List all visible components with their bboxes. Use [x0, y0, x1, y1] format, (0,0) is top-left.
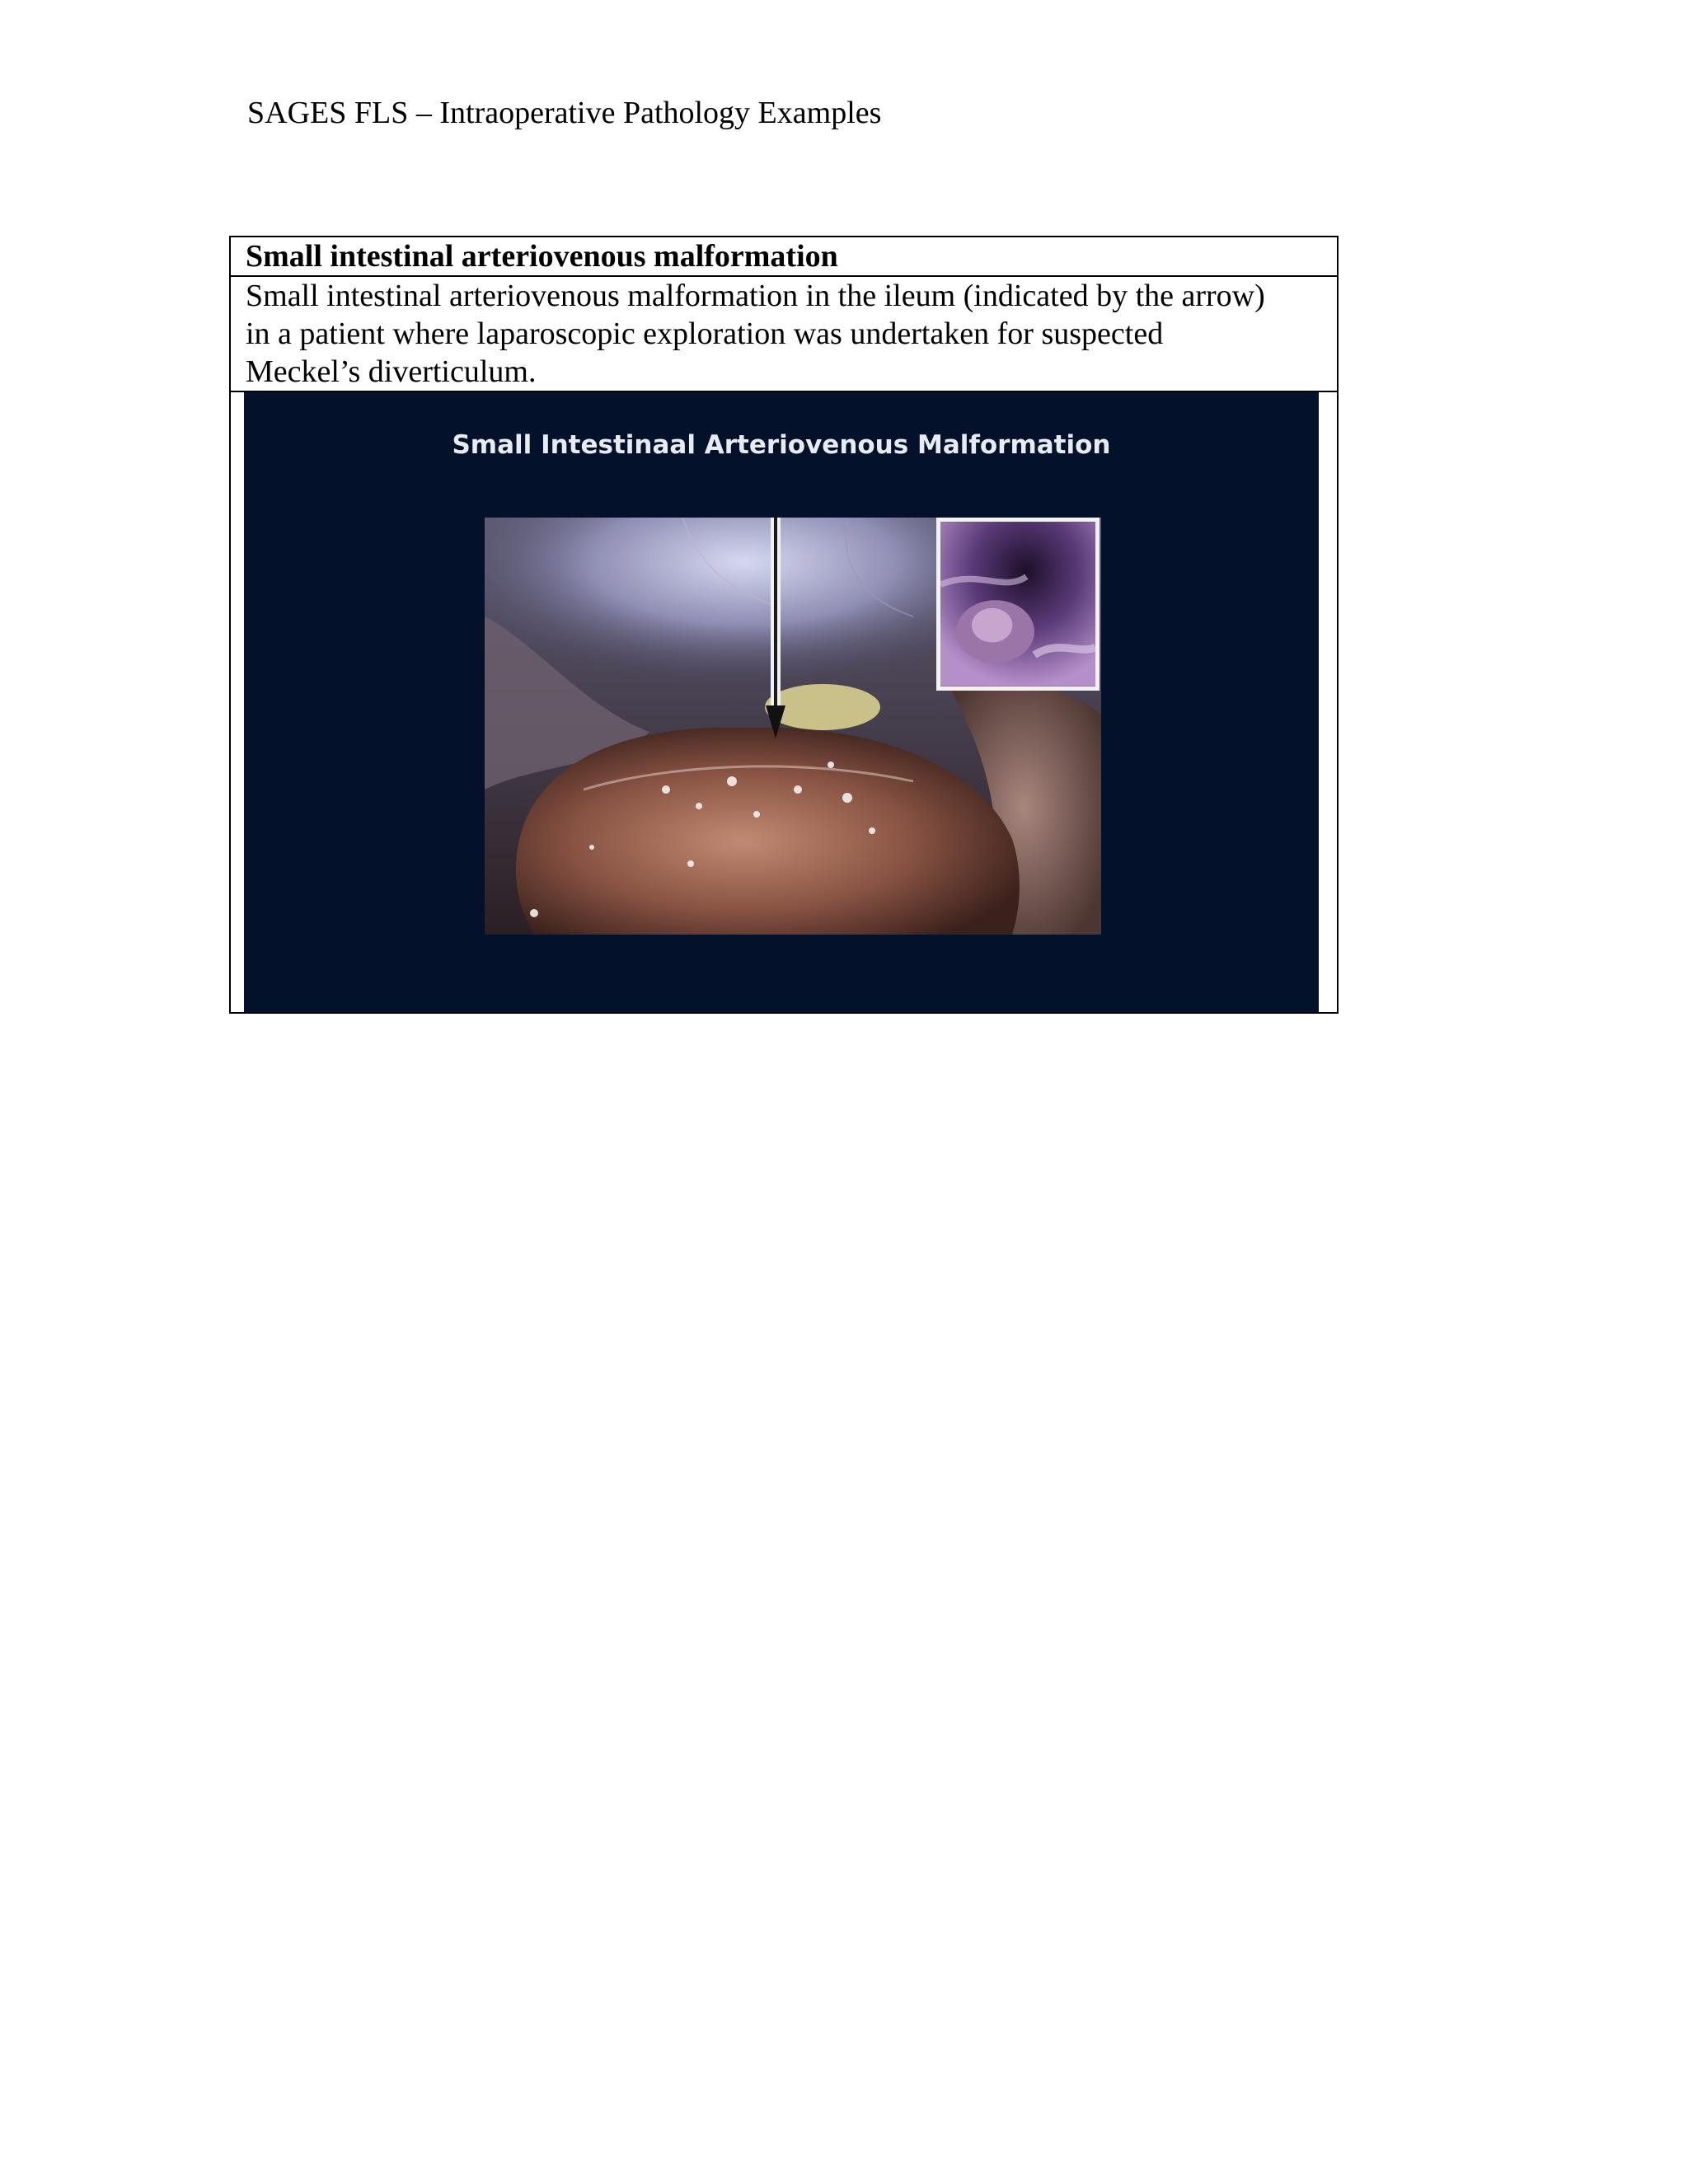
page-header: SAGES FLS – Intraoperative Pathology Examples [247, 96, 882, 130]
entry-description [231, 277, 1337, 392]
entry-title: Small intestinal arteriovenous malformation [231, 237, 1337, 277]
presentation-slide [244, 392, 1319, 1012]
description-line: in a patient where laparoscopic exploration was undertaken for suspected [246, 316, 1164, 351]
pathology-table [229, 236, 1339, 1014]
slide-title: Small Intestinaal Arteriovenous Malformation [452, 430, 1111, 460]
description-line: Meckel’s diverticulum. [246, 354, 537, 389]
description-line: Small intestinal arteriovenous malformation in the ileum (indicated by the arrow) [246, 279, 1265, 313]
endoscopic-inset-image [936, 518, 1100, 691]
figure-cell [231, 392, 1337, 1012]
